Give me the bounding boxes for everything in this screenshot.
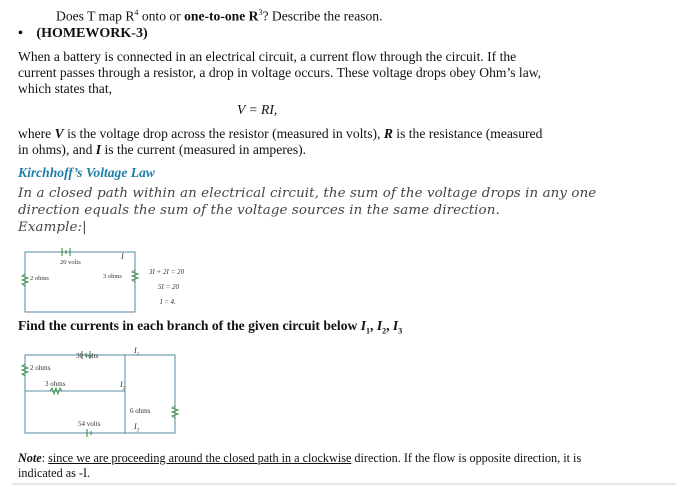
left-resistor-label: 2 ohms	[30, 275, 49, 282]
subscript: 1	[366, 326, 371, 336]
statement-line: direction equals the sum of the voltage sources in the same direction.	[18, 203, 500, 218]
question-text-start: Does T map R	[56, 8, 135, 24]
text: :	[41, 451, 49, 465]
subscript: 2	[122, 386, 126, 392]
paragraph-line: When a battery is connected in an electrical circuit, a current flow through the circuit. If the	[18, 49, 517, 64]
bottom-source-label: 54 volts	[78, 420, 101, 428]
i2-label	[120, 380, 125, 392]
right-resistor-label: 3 ohms	[103, 273, 122, 280]
find-currents-heading	[18, 318, 402, 336]
var: I	[392, 318, 399, 333]
superscript: 4	[134, 8, 139, 17]
var-i: I	[95, 142, 102, 157]
text: is the voltage drop across the resistor (measured in volts),	[63, 126, 384, 141]
kvl-heading: Kirchhoff’s Voltage Law	[18, 165, 155, 180]
i3-label	[134, 422, 139, 434]
equation-line: 3I + 2I = 20	[149, 268, 185, 276]
var: I	[376, 318, 383, 333]
equation-line: I = 4.	[160, 298, 176, 306]
bullet: •	[18, 26, 23, 41]
homework-title: (HOMEWORK-3)	[36, 26, 148, 41]
current-label: I	[121, 252, 124, 261]
equation-line: 5I = 20	[158, 283, 180, 291]
question-text-end: ? Describe the reason.	[262, 8, 383, 24]
right-resistor-label: 6 ohms	[130, 407, 151, 415]
left-resistor-label: 2 ohms	[30, 364, 51, 372]
paragraph-line: which states that,	[18, 81, 113, 96]
statement-line: In a closed path within an electrical circuit, the sum of the voltage drops in any one	[18, 186, 597, 201]
text-cursor: |	[82, 220, 87, 235]
var: I	[134, 422, 137, 431]
text: is the resistance (measured	[392, 126, 543, 141]
question-bold: one-to-one R	[184, 8, 259, 24]
text: Find the currents in each branch of the given circuit below	[18, 318, 361, 333]
var-v: V	[54, 126, 64, 141]
subscript: 2	[382, 326, 387, 336]
mid-resistor-label: 3 ohms	[45, 380, 66, 388]
note-line	[18, 451, 581, 466]
text: ,	[370, 318, 377, 333]
underlined-text: since we are proceeding around the closed path in a clockwise	[48, 451, 352, 465]
question-text-mid: onto or	[138, 8, 185, 24]
text: direction. If the flow is opposite direction, it is	[351, 451, 582, 465]
top-source-label: 30 volts	[76, 352, 99, 360]
subscript: 3	[398, 326, 403, 336]
source-label: 20 volts	[60, 259, 81, 266]
var: I	[120, 380, 123, 389]
text: ,	[386, 318, 393, 333]
page-divider	[12, 483, 676, 485]
subscript: 3	[136, 428, 140, 434]
note-paragraph	[18, 451, 581, 481]
note-label: Note	[18, 451, 42, 465]
i1-label	[134, 346, 139, 358]
var: I	[134, 346, 137, 355]
text: in ohms), and	[18, 142, 96, 157]
var: I	[360, 318, 367, 333]
example-label: Example:	[18, 220, 83, 235]
var-r: R	[383, 126, 393, 141]
text: where	[18, 126, 55, 141]
paragraph-line: current passes through a resistor, a drop in voltage occurs. These voltage drops obey Ohm’s law,	[18, 65, 542, 80]
note-line: indicated as -I.	[18, 466, 91, 480]
ohms-law-equation: V = RI,	[237, 102, 278, 117]
text: is the current (measured in amperes).	[101, 142, 307, 157]
subscript: 1	[136, 352, 140, 358]
superscript: 3	[258, 8, 263, 17]
